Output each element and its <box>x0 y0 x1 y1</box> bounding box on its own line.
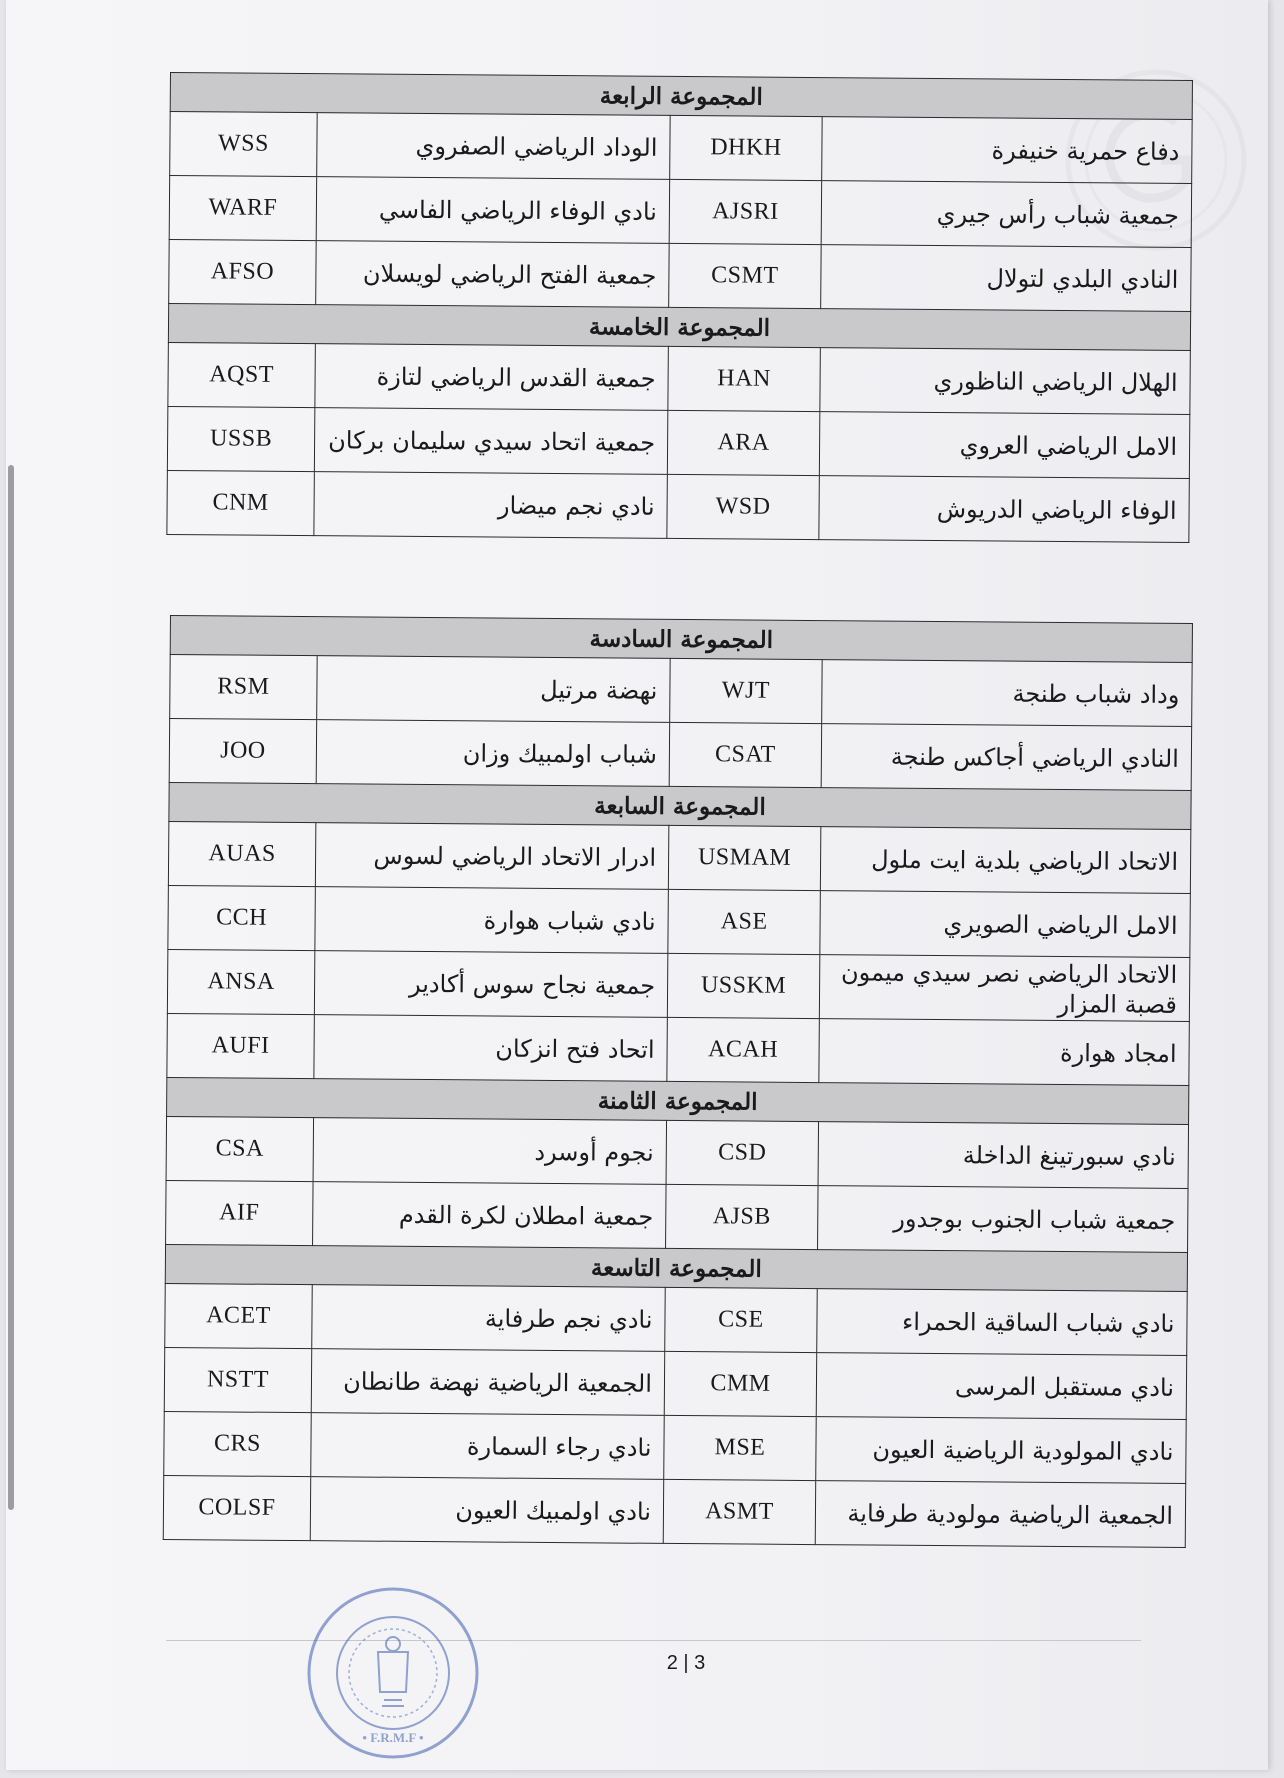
group-title: المجموعة السابعة <box>169 782 1191 829</box>
team-name: الوداد الرياضي الصفروي <box>317 113 670 180</box>
team-row <box>170 112 1193 184</box>
team-name: نادي شباب هوارة <box>315 887 668 954</box>
team-code: ARA <box>667 410 819 475</box>
team-name: نهضة مرتيل <box>317 656 670 723</box>
team-name: شباب اولمبيك وزان <box>316 720 669 787</box>
team-row <box>170 655 1192 727</box>
team-code: CMM <box>664 1351 816 1416</box>
team-code: CSAT <box>669 722 821 787</box>
team-code: AQST <box>168 342 315 407</box>
team-code: AUAS <box>168 821 315 886</box>
team-code: WSS <box>170 112 317 177</box>
team-row <box>169 719 1191 791</box>
team-name: جمعية شباب رأس جيري <box>821 181 1192 248</box>
team-code: AIF <box>166 1180 313 1245</box>
team-row <box>164 1347 1186 1419</box>
team-code: ACET <box>165 1283 312 1348</box>
team-name: الاتحاد الرياضي نصر سيدي ميمون قصبة المزار <box>819 955 1189 1022</box>
team-code: ASMT <box>663 1479 815 1544</box>
team-code: USSKM <box>667 953 819 1018</box>
team-code: WSD <box>667 474 819 539</box>
team-name: الهلال الرياضي الناظوري <box>820 348 1191 415</box>
page-number: 2 | 3 <box>666 1652 706 1674</box>
team-name: جمعية نجاح سوس أكادير <box>314 951 667 1018</box>
team-name: امجاد هوارة <box>819 1019 1189 1086</box>
team-code: AJSB <box>666 1184 818 1249</box>
team-code: ACAH <box>667 1017 819 1082</box>
team-name: نادي سبورتينغ الداخلة <box>818 1122 1188 1189</box>
team-row <box>169 239 1192 311</box>
team-row <box>167 406 1190 478</box>
team-row <box>169 176 1192 248</box>
team-row <box>168 821 1190 893</box>
team-code: DHKH <box>670 115 822 180</box>
team-code: CSD <box>666 1120 818 1185</box>
team-name: نادي رجاء السمارة <box>311 1413 664 1480</box>
group-title: المجموعة السادسة <box>170 616 1192 663</box>
team-name: ادرار الاتحاد الرياضي لسوس <box>315 823 668 890</box>
team-name: جمعية اتحاد سيدي سليمان بركان <box>314 408 667 475</box>
team-row <box>168 885 1190 957</box>
team-name: الامل الرياضي الصويري <box>820 891 1190 958</box>
team-code: AFSO <box>169 239 316 304</box>
team-row <box>166 1180 1188 1252</box>
team-code: AUFI <box>167 1013 314 1078</box>
team-name: الاتحاد الرياضي بلدية ايت ملول <box>820 827 1190 894</box>
team-code: USMAM <box>668 825 820 890</box>
team-code: MSE <box>664 1415 816 1480</box>
group-title: المجموعة الرابعة <box>170 73 1192 120</box>
team-name: نادي المولودية الرياضية العيون <box>816 1417 1186 1484</box>
team-code: WARF <box>169 176 316 241</box>
team-name: جمعية امطلان لكرة القدم <box>313 1182 666 1249</box>
team-code: CNM <box>167 470 314 535</box>
team-name: نادي اولمبيك العيون <box>310 1477 663 1544</box>
team-code: NSTT <box>164 1347 311 1412</box>
team-name: الجمعية الرياضية مولودية طرفاية <box>815 1481 1185 1548</box>
team-name: نادي الوفاء الرياضي الفاسي <box>316 177 669 244</box>
team-name: الجمعية الرياضية نهضة طانطان <box>311 1349 664 1416</box>
team-code: JOO <box>169 719 316 784</box>
svg-text:• F.R.M.F •: • F.R.M.F • <box>362 1730 424 1745</box>
group-title: المجموعة الخامسة <box>168 303 1190 350</box>
team-row <box>167 949 1189 1021</box>
team-name: وداد شباب طنجة <box>822 660 1192 727</box>
team-row <box>167 1013 1189 1085</box>
team-name: جمعية شباب الجنوب بوجدور <box>818 1186 1188 1253</box>
team-row <box>163 1475 1185 1547</box>
team-name: نادي مستقبل المرسى <box>816 1353 1186 1420</box>
team-name: جمعية القدس الرياضي لتازة <box>315 344 668 411</box>
team-row <box>168 342 1191 414</box>
team-name: الامل الرياضي العروي <box>819 412 1190 479</box>
team-code: CSA <box>166 1116 313 1181</box>
group-title: المجموعة الثامنة <box>167 1077 1189 1124</box>
scrollbar[interactable] <box>8 465 14 1510</box>
team-row <box>165 1283 1187 1355</box>
group-title: المجموعة التاسعة <box>165 1244 1187 1291</box>
team-name: جمعية الفتح الرياضي لويسلان <box>316 241 669 308</box>
groups-table-top <box>166 72 1193 543</box>
team-name: نادي نجم طرفاية <box>312 1285 665 1352</box>
team-code: CRS <box>164 1411 311 1476</box>
team-code: USSB <box>167 406 314 471</box>
team-code: HAN <box>668 346 820 411</box>
team-name: النادي البلدي لتولال <box>821 245 1192 312</box>
team-code: COLSF <box>163 1475 310 1540</box>
team-code: CSMT <box>669 243 821 308</box>
groups-table-bottom <box>163 615 1193 1548</box>
team-row <box>166 1116 1188 1188</box>
team-code: ASE <box>668 889 820 954</box>
team-name: دفاع حمرية خنيفرة <box>822 117 1193 184</box>
team-name: اتحاد فتح انزكان <box>314 1015 667 1082</box>
team-code: CCH <box>168 885 315 950</box>
team-name: نجوم أوسرد <box>313 1118 666 1185</box>
team-row <box>164 1411 1186 1483</box>
team-name: نادي نجم ميضار <box>314 472 667 539</box>
team-code: WJT <box>670 658 822 723</box>
team-name: الوفاء الرياضي الدريوش <box>819 476 1190 543</box>
frmf-stamp <box>302 1582 484 1764</box>
team-code: AJSRI <box>669 179 821 244</box>
document-page <box>6 0 1268 1770</box>
team-code: ANSA <box>167 949 314 1014</box>
team-name: نادي شباب الساقية الحمراء <box>817 1289 1187 1356</box>
team-code: CSE <box>665 1287 817 1352</box>
team-name: النادي الرياضي أجاكس طنجة <box>821 724 1191 791</box>
team-code: RSM <box>170 655 317 720</box>
team-row <box>167 470 1190 542</box>
